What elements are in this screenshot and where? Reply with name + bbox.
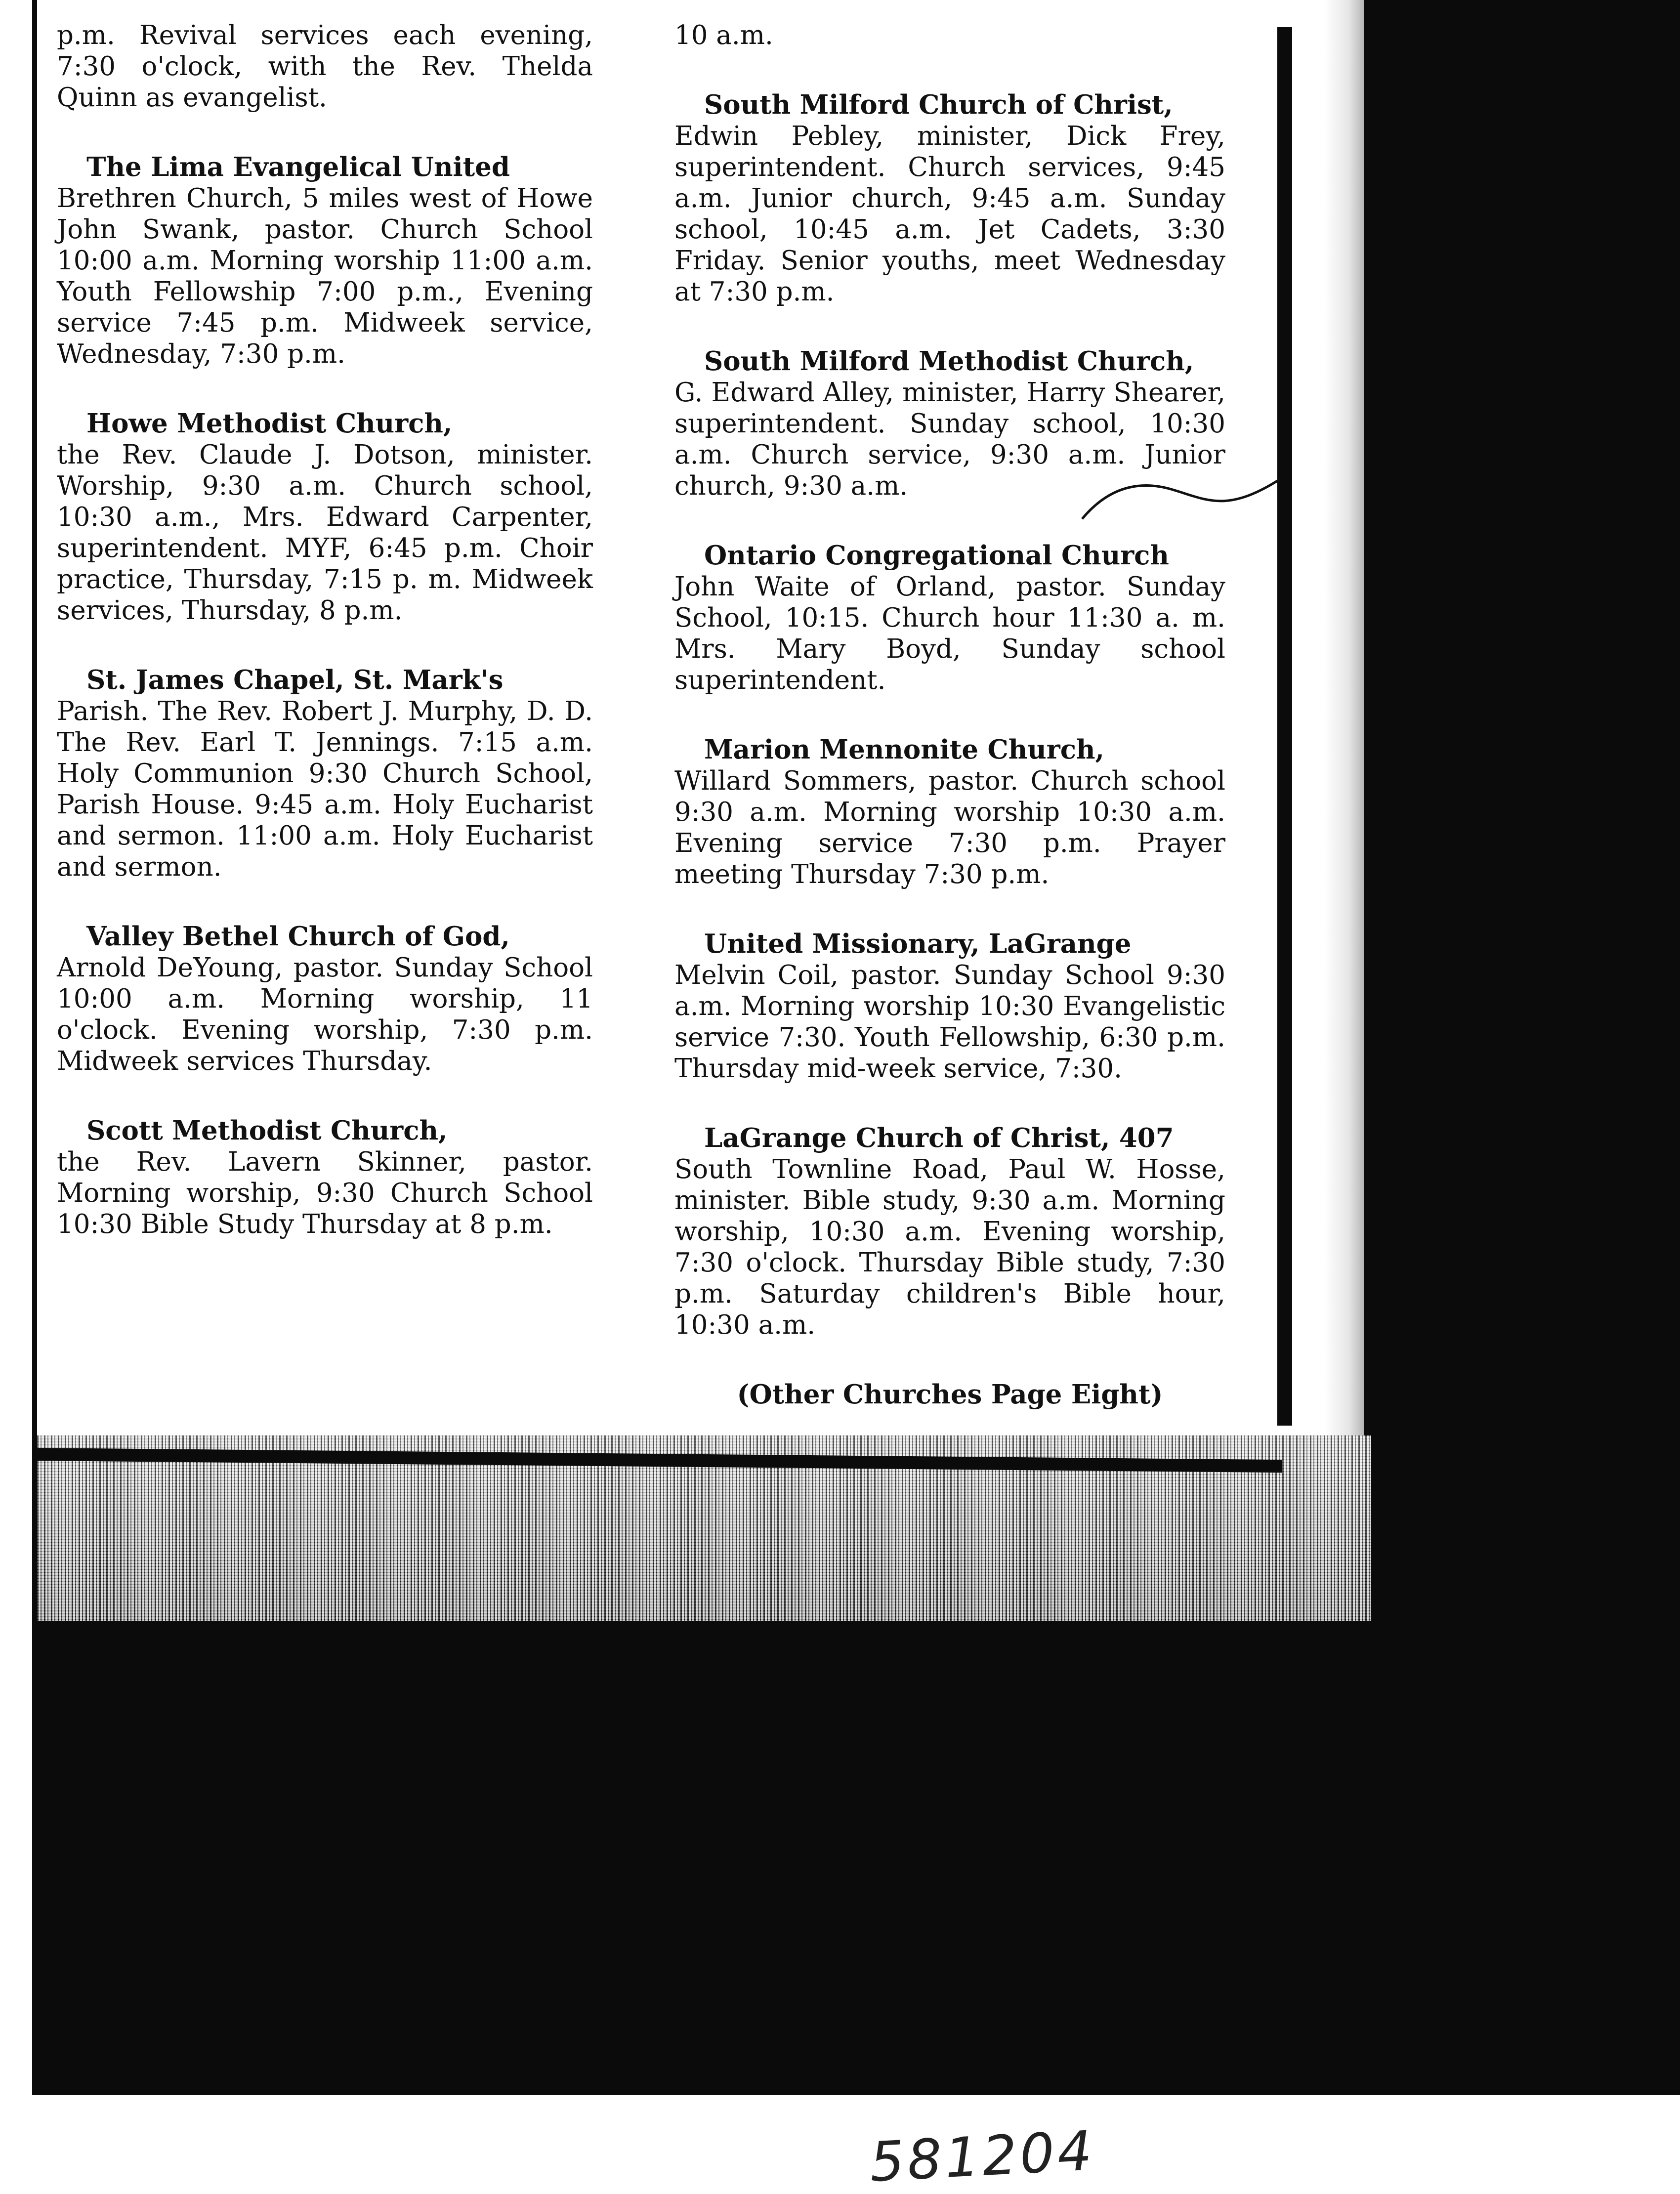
handwritten-catalog-number: 581204 bbox=[868, 2119, 1096, 2194]
continued-on-page-note: (Other Churches Page Eight) bbox=[737, 1379, 1163, 1410]
church-details: the Rev. Claude J. Dotson, minister. Worship, 9:30 a.m. Church school, 10:30 a.m., Mrs. Edward Carpenter, superintendent. MYF, 6:45 p.m. Choir practice, Thursday, 7:15 p. m. Midweek services, Thursday, 8 p.m. bbox=[57, 440, 593, 626]
church-details: Willard Sommers, pastor. Church school 9:30 a.m. Morning worship 10:30 a.m. Evening service 7:30 p.m. Prayer meeting Thursday 7:30 p.m. bbox=[674, 766, 1225, 889]
church-details: Parish. The Rev. Robert J. Murphy, D. D. The Rev. Earl T. Jennings. 7:15 a.m. Holy Communion 9:30 Church School, Parish House. 9:45 a.m. Holy Eucharist and sermon. 11:00 a.m. Holy Eucharist and sermon. bbox=[57, 696, 593, 882]
scan-dark-bottom-area bbox=[37, 1621, 1680, 2095]
church-name: South Milford Methodist Church, bbox=[704, 346, 1194, 377]
church-listing bbox=[57, 152, 593, 370]
church-name: The Lima Evangelical United bbox=[86, 152, 510, 182]
church-details: Brethren Church, 5 miles west of Howe John Swank, pastor. Church School 10:00 a.m. Morning worship 11:00 a.m. Youth Fellowship 7:00 p.m., Evening service 7:45 p.m. Midweek service, Wednesday, 7:30 p.m. bbox=[57, 183, 593, 369]
church-name: LaGrange Church of Christ, 407 bbox=[704, 1123, 1174, 1153]
church-name: Scott Methodist Church, bbox=[86, 1115, 448, 1146]
church-listing bbox=[57, 408, 593, 626]
right-column bbox=[674, 20, 1225, 1436]
column-rule-vertical bbox=[1277, 27, 1292, 1426]
church-name: Howe Methodist Church, bbox=[86, 408, 453, 439]
church-name: Marion Mennonite Church, bbox=[704, 734, 1104, 765]
church-details: Melvin Coil, pastor. Sunday School 9:30 a.m. Morning worship 10:30 Evangelistic service 7:30. Youth Fellowship, 6:30 p.m. Thursday mid-week service, 7:30. bbox=[674, 960, 1225, 1084]
church-name: St. James Chapel, St. Mark's bbox=[86, 665, 504, 695]
pen-scribble-mark bbox=[1077, 460, 1285, 539]
church-name: South Milford Church of Christ, bbox=[704, 89, 1173, 120]
church-listing bbox=[674, 540, 1225, 696]
church-details: G. Edward Alley, minister, Harry Shearer, superintendent. Sunday school, 10:30 a.m. Church service, 9:30 a.m. Junior church, 9:30 a.m. bbox=[674, 378, 1225, 501]
church-listing bbox=[674, 734, 1225, 890]
left-column bbox=[57, 20, 593, 1278]
church-details: South Townline Road, Paul W. Hosse, minister. Bible study, 9:30 a.m. Morning worship, 10:30 a.m. Evening worship, 7:30 o'clock. Thursday Bible study, 7:30 p.m. Saturday children's Bible hour, 10:30 a.m. bbox=[674, 1154, 1225, 1340]
church-listing bbox=[57, 1115, 593, 1240]
scan-left-border bbox=[32, 0, 37, 2095]
church-listing bbox=[674, 928, 1225, 1084]
church-listing bbox=[674, 1123, 1225, 1341]
continued-fragment: 10 a.m. bbox=[674, 20, 773, 50]
continued-fragment: p.m. Revival services each evening, 7:30 o'clock, with the Rev. Thelda Quinn as evangelist. bbox=[57, 20, 593, 113]
church-listing bbox=[57, 921, 593, 1077]
church-name: Ontario Congregational Church bbox=[704, 540, 1169, 571]
church-details: John Waite of Orland, pastor. Sunday School, 10:15. Church hour 11:30 a. m. Mrs. Mary Boyd, Sunday school superintendent. bbox=[674, 572, 1225, 695]
church-details: the Rev. Lavern Skinner, pastor. Morning worship, 9:30 Church School 10:30 Bible Study Thursday at 8 p.m. bbox=[57, 1147, 593, 1239]
church-listing bbox=[674, 89, 1225, 307]
church-name: Valley Bethel Church of God, bbox=[86, 921, 510, 952]
church-listing bbox=[57, 665, 593, 883]
church-name: United Missionary, LaGrange bbox=[704, 928, 1132, 959]
church-details: Arnold DeYoung, pastor. Sunday School 10:00 a.m. Morning worship, 11 o'clock. Evening worship, 7:30 p.m. Midweek services Thursday. bbox=[57, 953, 593, 1076]
church-details: Edwin Pebley, minister, Dick Frey, superintendent. Church services, 9:45 a.m. Junior church, 9:45 a.m. Sunday school, 10:45 a.m. Jet Cadets, 3:30 Friday. Senior youths, meet Wednesday at 7:30 p.m. bbox=[674, 121, 1225, 307]
